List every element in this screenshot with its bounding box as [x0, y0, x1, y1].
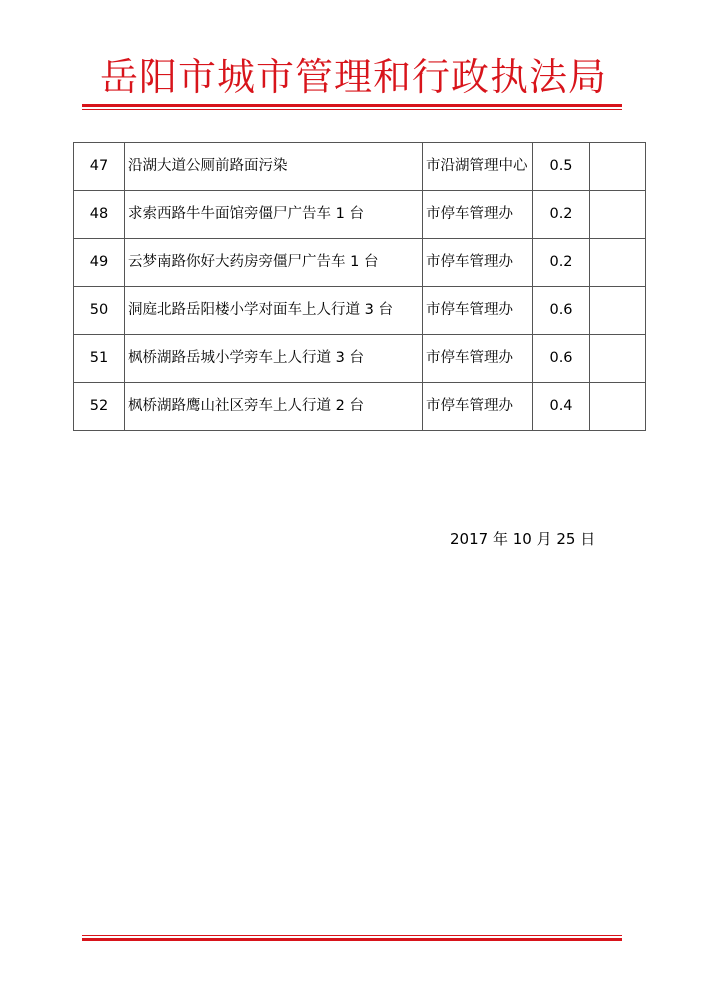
table-row: [74, 335, 646, 383]
row-score: 0.5: [533, 143, 590, 191]
row-unit: 市停车管理办: [423, 335, 533, 383]
row-blank: [590, 239, 646, 287]
row-score: 0.2: [533, 191, 590, 239]
row-item: 云梦南路你好大药房旁僵尸广告车 1 台: [125, 239, 423, 287]
row-number: 48: [74, 191, 125, 239]
header-rule-thin: [82, 109, 622, 110]
table-row: [74, 287, 646, 335]
table-row: [74, 191, 646, 239]
row-blank: [590, 191, 646, 239]
row-item: 枫桥湖路岳城小学旁车上人行道 3 台: [125, 335, 423, 383]
row-item: 枫桥湖路鹰山社区旁车上人行道 2 台: [125, 383, 423, 431]
document-date: 2017 年 10 月 25 日: [450, 530, 596, 548]
row-item: 求索西路牛牛面馆旁僵尸广告车 1 台: [125, 191, 423, 239]
row-number: 51: [74, 335, 125, 383]
row-unit: 市沿湖管理中心: [423, 143, 533, 191]
row-score: 0.4: [533, 383, 590, 431]
row-score: 0.6: [533, 287, 590, 335]
footer-rule-thin: [82, 935, 622, 936]
table-row: [74, 239, 646, 287]
footer-rule-thick: [82, 938, 622, 941]
row-number: 50: [74, 287, 125, 335]
row-score: 0.6: [533, 335, 590, 383]
row-item: 洞庭北路岳阳楼小学对面车上人行道 3 台: [125, 287, 423, 335]
issues-table: [73, 142, 646, 431]
row-blank: [590, 335, 646, 383]
row-unit: 市停车管理办: [423, 191, 533, 239]
header-rule-thick: [82, 104, 622, 107]
row-number: 49: [74, 239, 125, 287]
row-unit: 市停车管理办: [423, 383, 533, 431]
document-header-title: 岳阳市城市管理和行政执法局: [99, 55, 607, 99]
row-item: 沿湖大道公厕前路面污染: [125, 143, 423, 191]
row-unit: 市停车管理办: [423, 287, 533, 335]
table-row: [74, 143, 646, 191]
row-number: 52: [74, 383, 125, 431]
row-score: 0.2: [533, 239, 590, 287]
table-row: [74, 383, 646, 431]
row-number: 47: [74, 143, 125, 191]
row-blank: [590, 143, 646, 191]
row-blank: [590, 287, 646, 335]
row-blank: [590, 383, 646, 431]
row-unit: 市停车管理办: [423, 239, 533, 287]
